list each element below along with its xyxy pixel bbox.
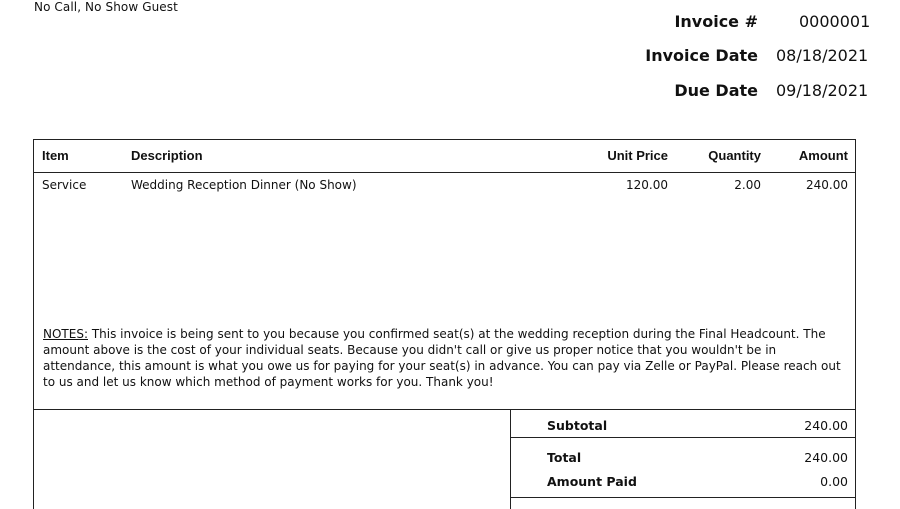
total-label: Total	[547, 450, 582, 465]
totals-divider	[511, 437, 855, 438]
notes-block	[43, 326, 851, 390]
total-value: 240.00	[804, 450, 848, 465]
invoice-date-label: Invoice Date	[645, 46, 758, 65]
row-quantity: 2.00	[734, 178, 761, 192]
table-header	[34, 140, 855, 173]
header-item: Item	[42, 148, 69, 163]
header-unit-price: Unit Price	[607, 148, 668, 163]
amount-paid-value: 0.00	[820, 474, 848, 489]
notes-text: This invoice is being sent to you because you confirmed seat(s) at the wedding reception during the Final Headcount. The amount above is the cost of your individual seats. Because you didn't call or give us proper notice that you wouldn't be in attendance, this amount is what you owe us for paying for your seat(s) in advance. You can pay via Zelle or PayPal. Please reach out to us and let us know which method of payment works for you. Thank you!	[43, 327, 841, 389]
total-row	[511, 443, 855, 469]
due-date-label: Due Date	[674, 81, 758, 100]
row-description: Wedding Reception Dinner (No Show)	[131, 178, 357, 192]
bottom-left-panel	[33, 409, 511, 509]
invoice-number: 0000001	[799, 12, 871, 31]
row-unit-price: 120.00	[626, 178, 668, 192]
notes-label: NOTES:	[43, 327, 88, 341]
row-item: Service	[42, 178, 87, 192]
totals-bottom-divider	[511, 497, 855, 498]
header-description: Description	[131, 148, 203, 163]
amount-paid-row	[511, 467, 855, 493]
header-quantity: Quantity	[708, 148, 761, 163]
line-items-table	[33, 139, 856, 410]
bill-to-name: No Call, No Show Guest	[34, 0, 178, 14]
row-amount: 240.00	[806, 178, 848, 192]
header-amount: Amount	[798, 148, 848, 163]
subtotal-label: Subtotal	[547, 418, 608, 433]
totals-panel	[511, 409, 856, 509]
invoice-number-label: Invoice #	[674, 12, 758, 31]
amount-paid-label: Amount Paid	[547, 474, 637, 489]
totals-top-divider	[511, 409, 855, 410]
due-date: 09/18/2021	[776, 81, 869, 100]
invoice-date: 08/18/2021	[776, 46, 869, 65]
subtotal-value: 240.00	[804, 418, 848, 433]
subtotal-row	[511, 411, 855, 437]
